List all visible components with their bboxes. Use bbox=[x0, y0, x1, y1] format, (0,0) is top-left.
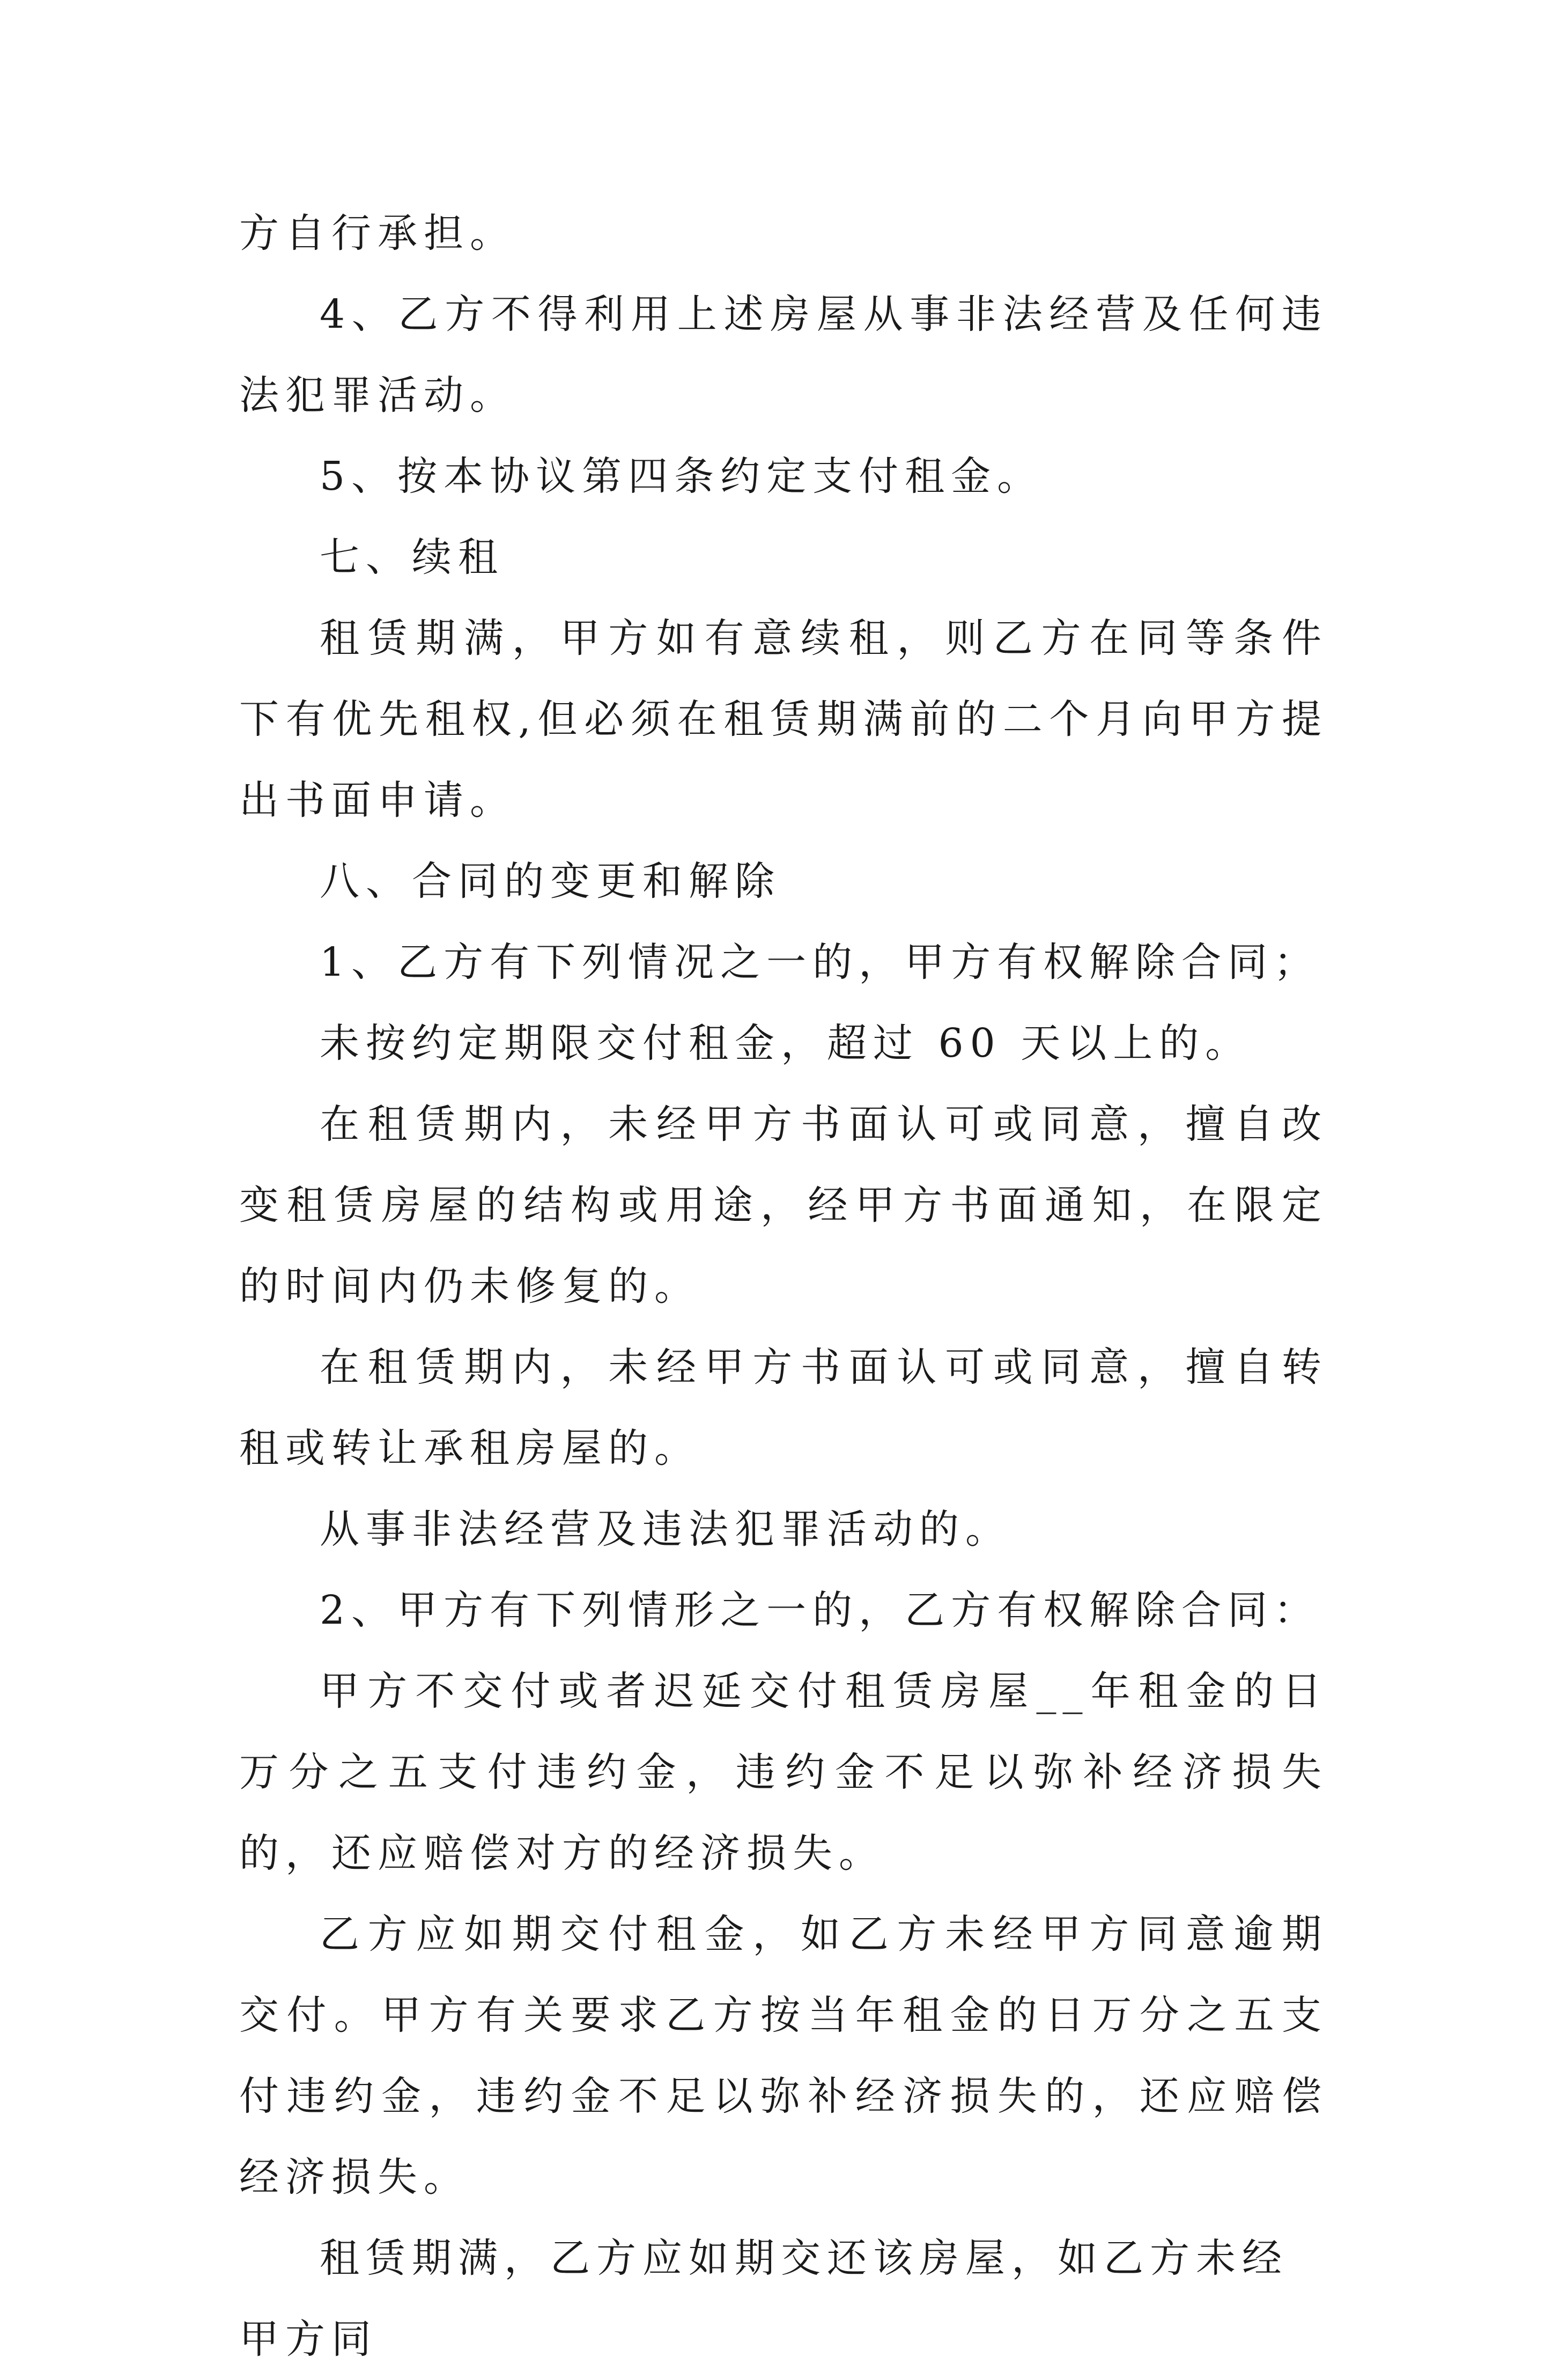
paragraph-12: 2、甲方有下列情形之一的，乙方有权解除合同： bbox=[320, 1587, 1320, 1633]
section-heading-change-termination: 八、合同的变更和解除 bbox=[320, 858, 781, 904]
paragraph-15: 租赁期满，乙方应如期交还该房屋，如乙方未经甲方同 bbox=[239, 2235, 1288, 2362]
paragraph-10: 在租赁期内，未经甲方书面认可或同意，擅自转租或转让承租房屋的。 bbox=[239, 1344, 1328, 1471]
paragraph-14: 乙方应如期交付租金，如乙方未经甲方同意逾期交付。甲方有关要求乙方按当年租金的日万分之五支付违约金，违约金不足以弥补经济损失的，还应赔偿经济损失。 bbox=[239, 1911, 1328, 2200]
paragraph-3: 5、按本协议第四条约定支付租金。 bbox=[320, 453, 1044, 499]
paragraph-7: 1、乙方有下列情况之一的，甲方有权解除合同； bbox=[320, 939, 1320, 985]
paragraph-5: 租赁期满，甲方如有意续租，则乙方在同等条件下有优先租权,但必须在租赁期满前的二个月向甲方提出书面申请。 bbox=[239, 615, 1328, 823]
paragraph-9: 在租赁期内，未经甲方书面认可或同意，擅自改变租赁房屋的结构或用途，经甲方书面通知，在限定的时间内仍未修复的。 bbox=[239, 1101, 1328, 1309]
paragraph-13: 甲方不交付或者迟延交付租赁房屋__年租金的日万分之五支付违约金，违约金不足以弥补经济损失的，还应赔偿对方的经济损失。 bbox=[239, 1668, 1328, 1876]
section-heading-renewal: 七、续租 bbox=[320, 534, 504, 580]
paragraph-1: 方自行承担。 bbox=[239, 210, 516, 256]
paragraph-8: 未按约定期限交付租金，超过 60 天以上的。 bbox=[320, 1020, 1252, 1066]
paragraph-2: 4、乙方不得利用上述房屋从事非法经营及任何违法犯罪活动。 bbox=[239, 291, 1328, 418]
paragraph-11: 从事非法经营及违法犯罪活动的。 bbox=[320, 1506, 1011, 1552]
document-body bbox=[239, 193, 1328, 2380]
